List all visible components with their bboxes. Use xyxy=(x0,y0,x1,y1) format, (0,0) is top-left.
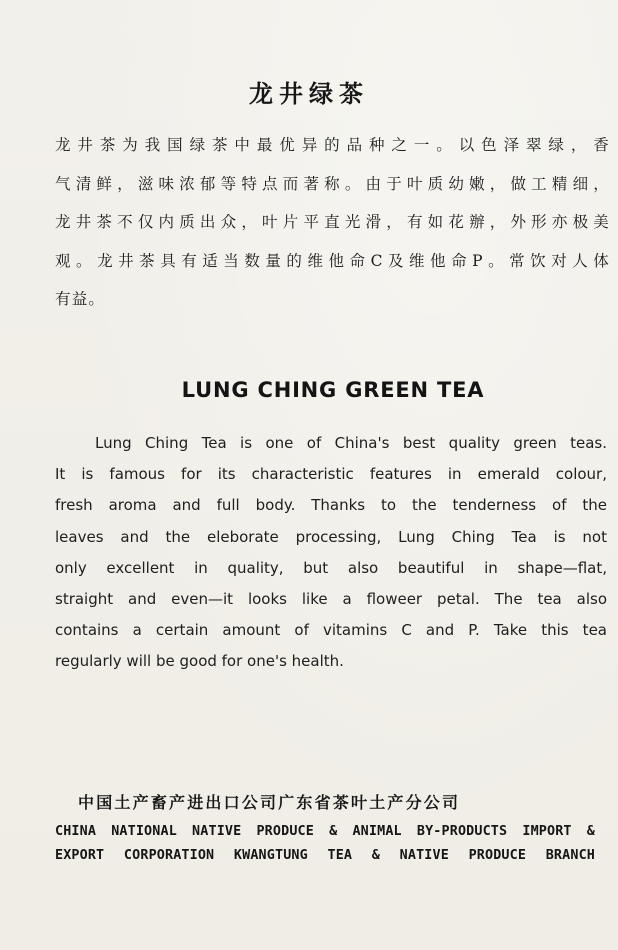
chinese-title: 龙井绿茶 xyxy=(249,80,369,108)
english-line: leaves and the eleborate processing, Lung Ching Tea is not xyxy=(55,527,607,546)
chinese-line: 气清鲜，滋味浓郁等特点而著称。由于叶质幼嫩，做工精细， xyxy=(55,174,610,193)
english-line: It is famous for its characteristic features in emerald colour, xyxy=(55,465,607,484)
chinese-description xyxy=(55,126,610,319)
english-description xyxy=(55,428,607,678)
english-line: Lung Ching Tea is one of China's best quality green teas. xyxy=(95,434,607,452)
chinese-line: 有益。 xyxy=(55,290,106,308)
chinese-line: 龙井茶不仅内质出众，叶片平直光滑，有如花辦，外形亦极美 xyxy=(55,213,610,231)
english-line: straight and even—it looks like a floweer petal. The tea also xyxy=(55,590,607,609)
chinese-line: 龙井茶为我国绿茶中最优异的品种之一。以色泽翠绿，香 xyxy=(55,136,610,154)
english-line: only excellent in quality, but also beautiful in shape—flat, xyxy=(55,558,607,577)
english-line: fresh aroma and full body. Thanks to the tenderness of the xyxy=(55,496,607,515)
company-name-chinese: 中国土产畜产进出口公司广东省茶叶土产分公司 xyxy=(78,793,461,812)
company-name-line: CHINA NATIONAL NATIVE PRODUCE & ANIMAL BY-PRODUCTS IMPORT & xyxy=(55,824,595,839)
chinese-line: 观。龙井茶具有适当数量的维他命C及维他命P。常饮对人体 xyxy=(55,251,610,270)
company-name-line: EXPORT CORPORATION KWANGTUNG TEA & NATIVE PRODUCE BRANCH xyxy=(55,848,595,863)
english-line: contains a certain amount of vitamins C and P. Take this tea xyxy=(55,621,607,640)
english-line: regularly will be good for one's health. xyxy=(55,652,344,671)
english-title: LUNG CHING GREEN TEA xyxy=(181,378,485,402)
company-name-english xyxy=(55,820,595,868)
